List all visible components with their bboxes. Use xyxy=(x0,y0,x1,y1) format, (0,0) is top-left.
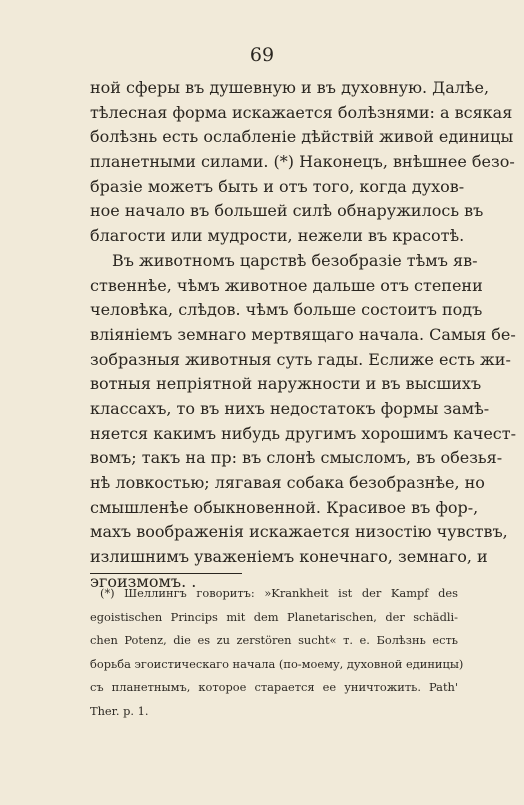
text-line: эгоизмомъ. . xyxy=(90,571,197,591)
text-line: Въ животномъ царствѣ безобразіе тѣмъ яв- xyxy=(112,250,478,270)
footnote-line: Ther. p. 1. xyxy=(90,703,149,718)
text-line: человѣка, слѣдов. чѣмъ больше состоитъ подъ xyxy=(90,300,483,320)
text-line: болѣзнь есть ослабленіе дѣйствій живой единицы xyxy=(90,127,514,147)
text-line: излишнимъ уваженіемъ конечнаго, земнаго, и xyxy=(90,547,488,567)
paragraph-2 xyxy=(90,249,517,595)
text-line: вліяніемъ земнаго мертвящаго начала. Самыя бе- xyxy=(90,324,516,344)
text-line: няется какимъ нибудь другимъ хорошимъ качест- xyxy=(90,423,517,443)
text-line: классахъ, то въ нихъ недостатокъ формы замѣ- xyxy=(90,398,490,418)
footnote-line: борьба эгоистическаго начала (по-моему, духовной единицы) xyxy=(90,656,464,671)
main-text xyxy=(90,76,517,594)
page-number: 69 xyxy=(249,44,275,66)
text-line: бразіе можетъ быть и отъ того, когда духов- xyxy=(90,176,465,196)
text-line: планетными силами. (*) Наконецъ, внѣшнее безо- xyxy=(90,152,515,172)
footnote-divider xyxy=(90,573,242,574)
footnote-line: (*) Шеллингъ говоритъ: »Krankheit ist der Kampf des xyxy=(100,586,458,600)
footnote-line: egoistischen Princips mit dem Planetarischen, der schädli- xyxy=(90,609,458,624)
text-line: ной сферы въ душевную и въ духовную. Далѣе, xyxy=(90,78,490,97)
text-line: махъ воображенія искажается низостію чувствъ, xyxy=(90,522,508,542)
text-line: ственнѣе, чѣмъ животное дальше отъ степени xyxy=(90,275,483,295)
text-line: смышленѣе обыкновенной. Красивое въ фор-, xyxy=(90,497,479,517)
text-line: вомъ; такъ на пр: въ слонѣ смысломъ, въ обезья- xyxy=(90,448,503,468)
text-line: вотныя непріятной наружности и въ высшихъ xyxy=(90,374,482,394)
paragraph-1 xyxy=(90,76,515,249)
text-line: тѣлесная форма искажается болѣзнями: а всякая xyxy=(90,102,513,122)
text-line: нѣ ловкостью; лягавая собака безобразнѣе, но xyxy=(90,473,485,492)
text-line: зобразныя животныя суть гады. Еслижe есть жи- xyxy=(90,349,511,369)
text-line: благости или мудрости, нежели въ красотѣ. xyxy=(90,226,465,246)
text-line: ное начало въ большей силѣ обнаружилось въ xyxy=(90,201,484,221)
footnote xyxy=(90,582,464,723)
footnote-line: chen Potenz, die es zu zerstören sucht« т. е. Болѣзнь есть xyxy=(90,633,458,647)
footnote-line: съ планетнымъ, которое старается ее уничтожить. Path' xyxy=(90,680,458,694)
